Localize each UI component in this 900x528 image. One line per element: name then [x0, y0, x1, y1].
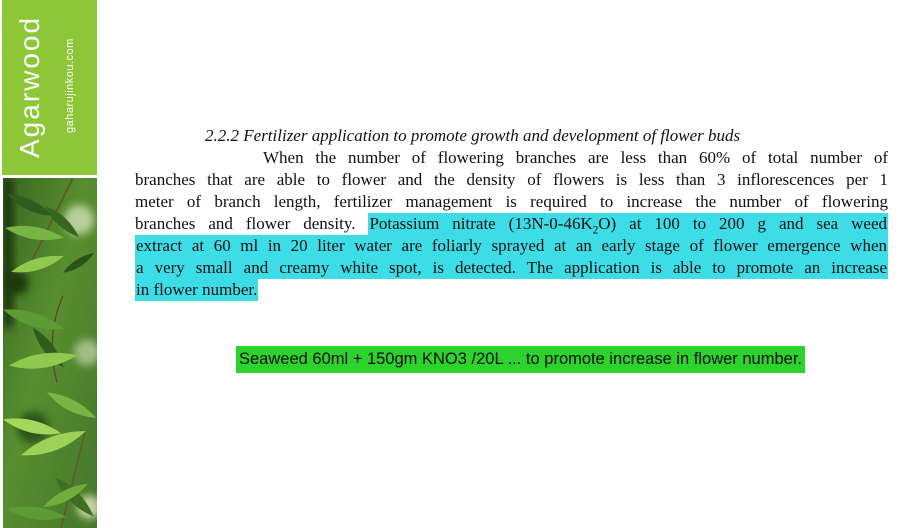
- green-highlight: Seaweed 60ml + 150gm KNO3 /20L ... to promote increase in flower number.: [236, 346, 805, 373]
- body-line: [135, 213, 888, 235]
- subscript-2: 2: [592, 224, 599, 235]
- body-text: branches and flower density.: [135, 214, 369, 233]
- section-heading: 2.2.2 Fertilizer application to promote growth and development of flower buds: [205, 126, 741, 145]
- leaf-photo-graphic: [3, 178, 97, 528]
- brand-banner: [2, 0, 97, 175]
- body-text: branches that are able to flower and the density of flowers is less than 3 inflorescences per 1: [135, 170, 888, 189]
- body-line: [135, 169, 888, 191]
- cyan-highlight: [135, 235, 888, 257]
- green-note: [236, 348, 805, 370]
- body-line: [135, 235, 888, 257]
- cyan-highlight: [135, 257, 888, 279]
- leaf-photo: [3, 178, 97, 528]
- brand-title: Agarwood: [14, 15, 45, 159]
- body-line: [135, 191, 888, 213]
- body-line: [135, 147, 888, 169]
- highlight-text: a very small and creamy white spot, is detected. The application is able to promote an increase: [136, 258, 887, 277]
- slide-content: [135, 125, 888, 301]
- body-text: meter of branch length, fertilizer management is required to increase the number of flowering: [135, 192, 888, 211]
- body-text: When the number of flowering branches are less than 60% of total number of: [263, 148, 888, 167]
- highlight-text: extract at 60 ml in 20 liter water are foliarly sprayed at an early stage of flower emergence when: [136, 236, 887, 255]
- body-line: [135, 257, 888, 279]
- highlight-text: in flower number.: [136, 280, 258, 299]
- cyan-highlight: [368, 213, 888, 235]
- highlight-text: O) at 100 to 200 g and sea weed: [598, 214, 887, 233]
- body-line: [135, 279, 888, 301]
- cyan-highlight: [135, 279, 258, 301]
- brand-url: gaharujinkou.com: [64, 38, 76, 134]
- highlight-text: Potassium nitrate (13N-0-46K: [369, 214, 593, 233]
